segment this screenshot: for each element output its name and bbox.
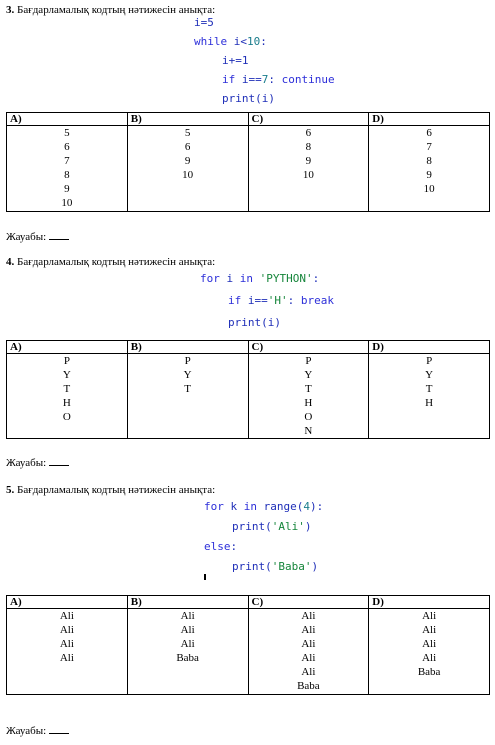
code-line-5: print(i) (222, 92, 275, 105)
options-table (6, 340, 490, 439)
code-line-3: i+=1 (222, 54, 249, 67)
options-table (6, 112, 490, 212)
answer-blank[interactable] (49, 230, 69, 240)
option-a[interactable]: P Y T H O (7, 354, 128, 439)
question-5-title (6, 484, 215, 496)
question-prompt: Бағдарламалық кодтың нәтижесін анықта: (17, 256, 216, 268)
question-number: 4. (6, 256, 15, 268)
question-number: 3. (6, 4, 15, 16)
option-d-header: D) (369, 596, 490, 609)
code-block (200, 270, 400, 336)
option-b-header: B) (127, 341, 248, 354)
option-c[interactable]: Ali Ali Ali Ali Ali Baba (248, 609, 369, 695)
option-a-header: A) (7, 596, 128, 609)
option-a[interactable]: Ali Ali Ali Ali (7, 609, 128, 695)
option-a-header: A) (7, 341, 128, 354)
code-line-3: else: (204, 540, 238, 553)
code-block (194, 14, 394, 110)
option-c[interactable]: 6 8 9 10 (248, 126, 369, 212)
option-a[interactable]: 5 6 7 8 9 10 (7, 126, 128, 212)
code-line-2: while i<10: (194, 35, 267, 48)
option-b-header: B) (127, 113, 248, 126)
text-cursor (204, 574, 206, 580)
option-c-header: C) (248, 113, 369, 126)
option-c-header: C) (248, 341, 369, 354)
option-b-header: B) (127, 596, 248, 609)
code-line-1: i=5 (194, 16, 214, 29)
answer-label: Жауабы: (6, 457, 47, 469)
answer-label: Жауабы: (6, 231, 47, 243)
option-b[interactable]: Ali Ali Ali Baba (127, 609, 248, 695)
option-d[interactable]: P Y T H (369, 354, 490, 439)
code-line-3: print(i) (228, 316, 281, 329)
answer-label: Жауабы: (6, 725, 47, 737)
code-block (204, 498, 404, 582)
answer-line (6, 456, 69, 469)
code-line-1: for k in range(4): (204, 500, 324, 513)
option-b[interactable]: P Y T (127, 354, 248, 439)
code-line-2: print('Ali') (232, 520, 312, 533)
answer-line (6, 724, 69, 737)
code-line-4: print('Baba') (232, 560, 319, 573)
option-c[interactable]: P Y T H O N (248, 354, 369, 439)
option-d-header: D) (369, 341, 490, 354)
question-4-title (6, 256, 215, 268)
options-table (6, 595, 490, 695)
question-number: 5. (6, 484, 15, 496)
answer-line (6, 230, 69, 243)
option-d-header: D) (369, 113, 490, 126)
question-prompt: Бағдарламалық кодтың нәтижесін анықта: (17, 4, 216, 16)
option-b[interactable]: 5 6 9 10 (127, 126, 248, 212)
code-line-4: if i==7: continue (222, 73, 335, 86)
option-a-header: A) (7, 113, 128, 126)
question-prompt: Бағдарламалық кодтың нәтижесін анықта: (17, 484, 216, 496)
option-c-header: C) (248, 596, 369, 609)
option-d[interactable]: Ali Ali Ali Ali Baba (369, 609, 490, 695)
code-line-2: if i=='H': break (228, 294, 334, 307)
answer-blank[interactable] (49, 456, 69, 466)
answer-blank[interactable] (49, 724, 69, 734)
option-d[interactable]: 6 7 8 9 10 (369, 126, 490, 212)
code-line-1: for i in 'PYTHON': (200, 272, 320, 285)
question-3-title (6, 4, 215, 16)
